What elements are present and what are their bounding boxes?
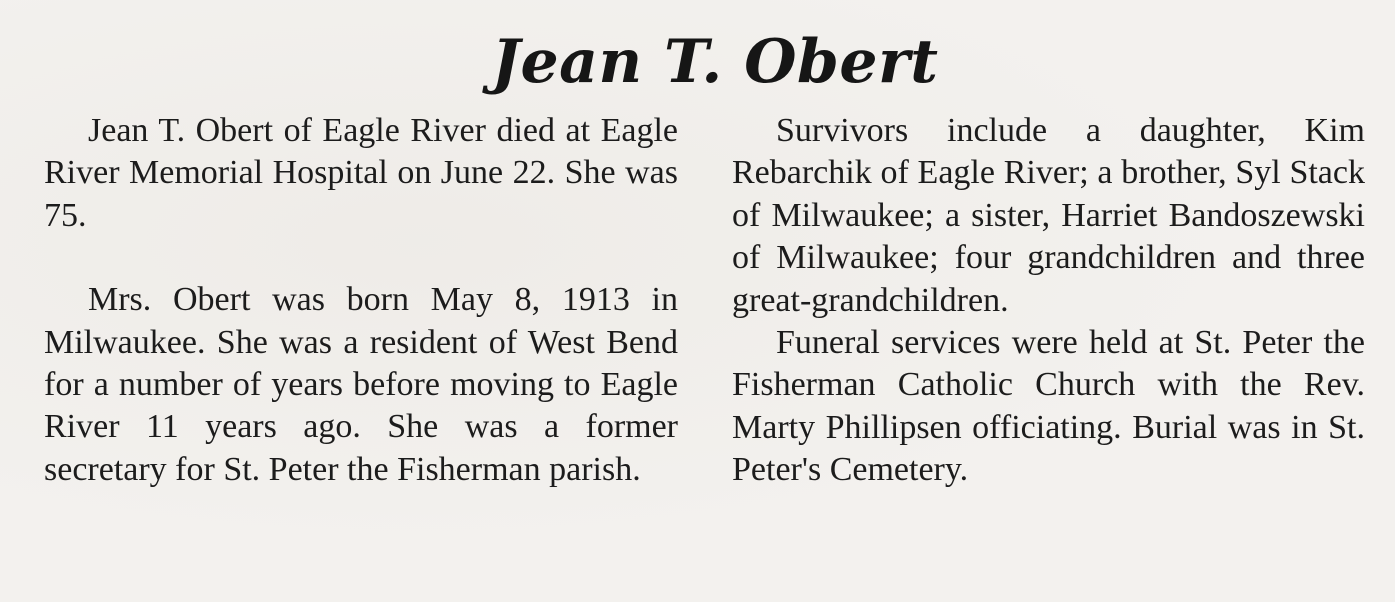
right-column bbox=[732, 110, 1365, 492]
paragraph-funeral-services: Funeral services were held at St. Peter the Fisherman Catholic Church with the Rev. Marty Phillipsen officiating. Burial was in St. Peter's Cemetery. bbox=[732, 324, 1365, 489]
paragraph-death-notice: Jean T. Obert of Eagle River died at Eagle River Memorial Hospital on June 22. She was 75. bbox=[44, 112, 678, 234]
left-column bbox=[44, 110, 678, 491]
obituary-headline: Jean T. Obert bbox=[491, 27, 939, 97]
paragraph-biography: Mrs. Obert was born May 8, 1913 in Milwaukee. She was a resident of West Bend for a number of years before moving to Eagle River 11 years ago. She was a former secretary for St. Peter the Fisherman parish. bbox=[44, 281, 678, 488]
paragraph-survivors: Survivors include a daughter, Kim Rebarchik of Eagle River; a brother, Syl Stack of Milwaukee; a sister, Harriet Bandoszewski of Milwaukee; four grandchildren and three great-grandchildren. bbox=[732, 112, 1365, 319]
